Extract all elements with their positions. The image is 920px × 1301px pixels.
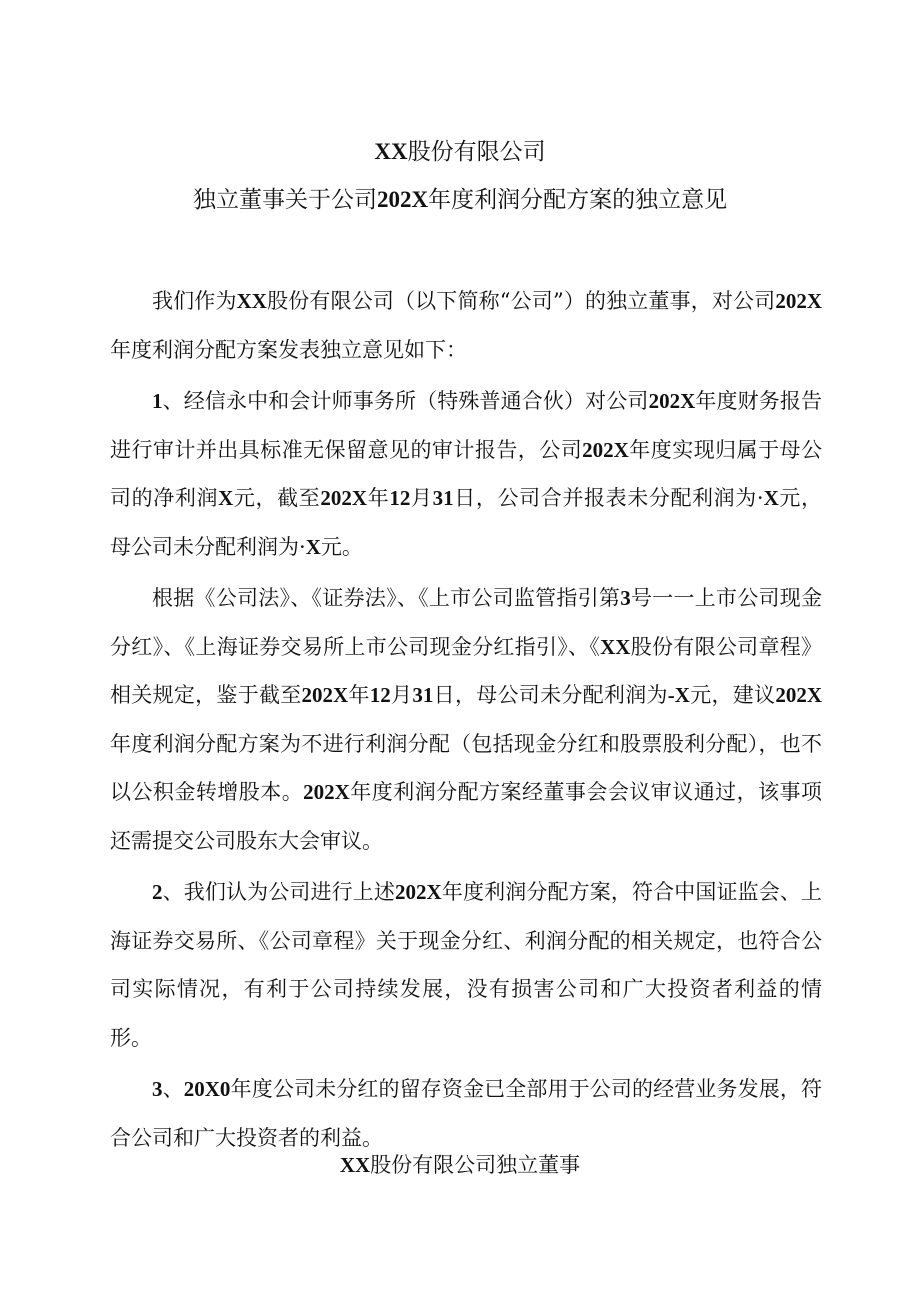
company-title: XX股份有限公司 [374,139,546,165]
basis-paragraph: 根据《公司法》、《证券法》、《上市公司监管指引第3号一一上市公司现金分红》、《上海证券交易所上市公司现金分红指引》、《XX股份有限公司章程》相关规定，鉴于截至202X年12月31日，母公司未分配利润为-X元，建议202X年度利润分配方案为不进行利润分配（包括现金分红和股票股利分配），也不以公积金转增股本。202X年度利润分配方案经董事会会议审议通过，该事项还需提交公司股东大会审议。 [110,586,823,853]
document-title: 独立董事关于公司202X年度利润分配方案的独立意见 [192,187,728,213]
signature-line: XX股份有限公司独立董事 [339,1153,581,1177]
opinion-item-3: 3、20X0年度公司未分红的留存资金已全部用于公司的经营业务发展，符合公司和广大投资者的利益。 [110,1077,823,1150]
document-body [110,277,822,1165]
opinion-item-2: 2、我们认为公司进行上述202X年度利润分配方案，符合中国证监会、上海证券交易所、《公司章程》关于现金分红、利润分配的相关规定，也符合公司实际情况，有利于公司持续发展，没有损害公司和广大投资者利益的情形。 [110,880,822,1050]
opinion-item-1: 1、经信永中和会计师事务所（特殊普通合伙）对公司202X年度财务报告进行审计并出具标准无保留意见的审计报告，公司202X年度实现归属于母公司的净利润X元，截至202X年12月31日，公司合并报表未分配利润为·X元，母公司未分配利润为·X元。 [110,389,823,559]
intro-paragraph: 我们作为XX股份有限公司（以下简称“公司”）的独立董事，对公司202X年度利润分配方案发表独立意见如下： [110,289,822,362]
